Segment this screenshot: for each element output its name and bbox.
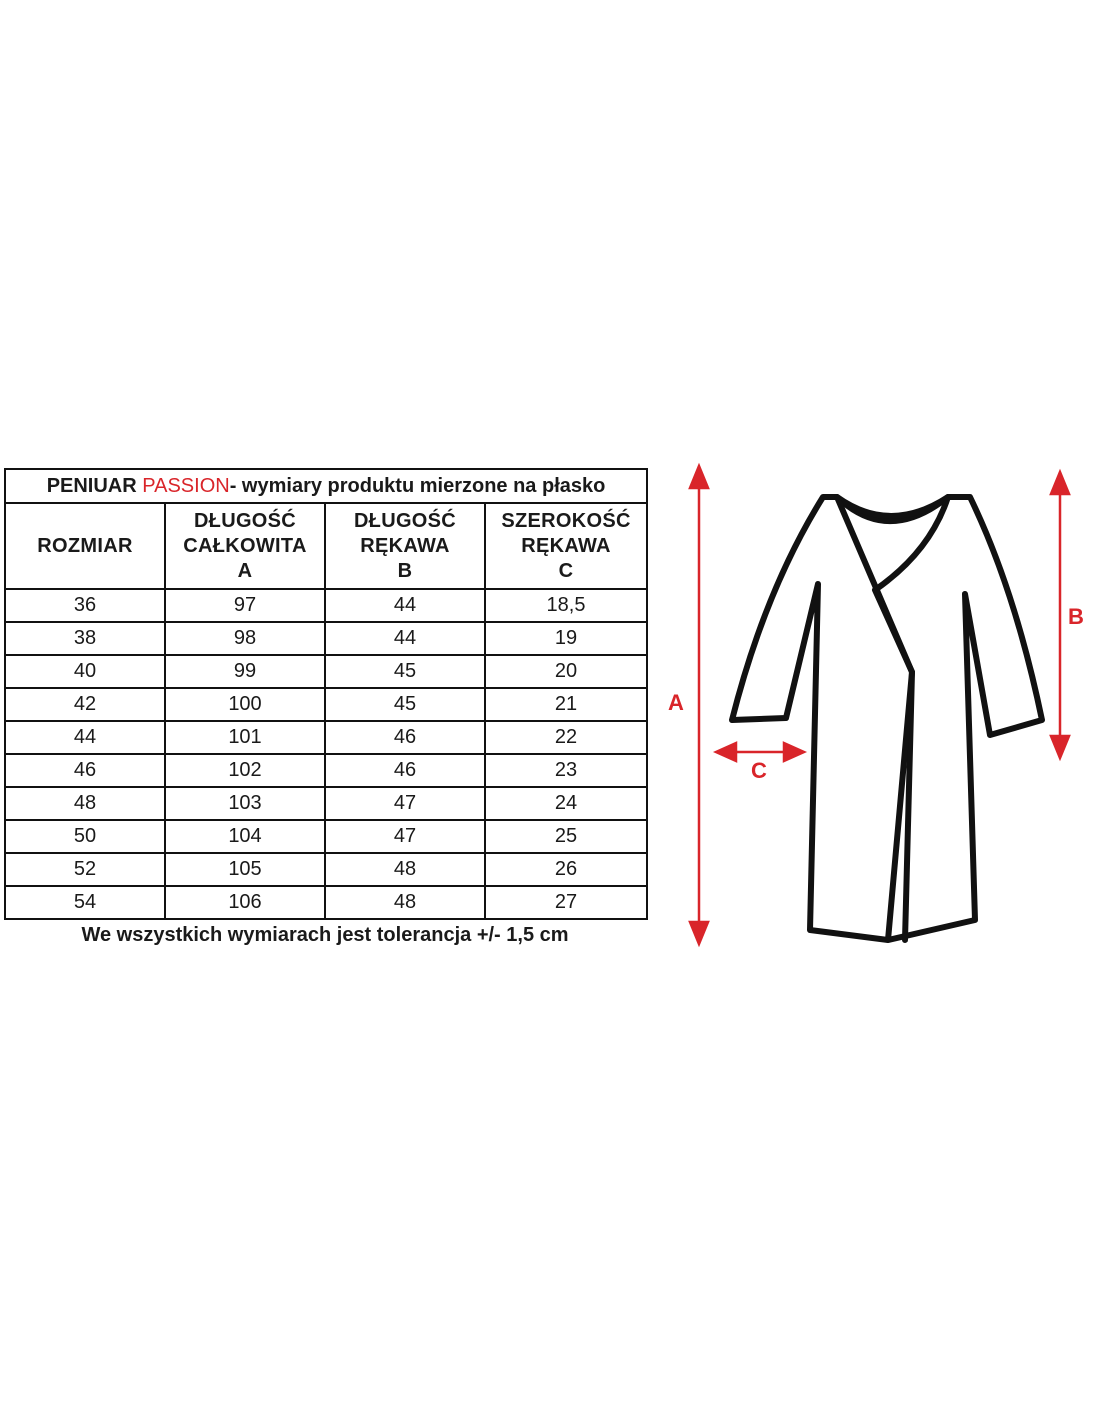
title-brand: PASSION bbox=[142, 474, 230, 497]
cell-total-length: 97 bbox=[165, 589, 325, 622]
cell-size: 44 bbox=[5, 721, 165, 754]
cell-total-length: 101 bbox=[165, 721, 325, 754]
table-row bbox=[5, 688, 647, 721]
column-header-line: CAŁKOWITA bbox=[183, 534, 307, 557]
front-wrap-edge bbox=[837, 497, 912, 940]
cell-sleeve-length: 46 bbox=[325, 721, 485, 754]
cell-total-length: 105 bbox=[165, 853, 325, 886]
table-body bbox=[5, 589, 647, 919]
cell-sleeve-length: 44 bbox=[325, 622, 485, 655]
cell-sleeve-length: 48 bbox=[325, 853, 485, 886]
column-header-sleeve-length bbox=[325, 503, 485, 589]
cell-sleeve-length: 45 bbox=[325, 655, 485, 688]
title-prefix: PENIUAR bbox=[46, 474, 137, 497]
cell-total-length: 103 bbox=[165, 787, 325, 820]
size-table bbox=[4, 468, 648, 920]
column-header-letter: A bbox=[237, 559, 253, 582]
column-header-line: RĘKAWA bbox=[360, 534, 450, 557]
cell-sleeve-width: 24 bbox=[485, 787, 647, 820]
cell-sleeve-width: 19 bbox=[485, 622, 647, 655]
table-title bbox=[5, 469, 647, 503]
cell-size: 36 bbox=[5, 589, 165, 622]
dimension-label-a: A bbox=[668, 690, 684, 715]
column-header-letter: B bbox=[397, 559, 413, 582]
garment-outline bbox=[732, 497, 1042, 940]
cell-size: 54 bbox=[5, 886, 165, 919]
cell-total-length: 102 bbox=[165, 754, 325, 787]
table-row bbox=[5, 754, 647, 787]
cell-sleeve-width: 21 bbox=[485, 688, 647, 721]
cell-size: 42 bbox=[5, 688, 165, 721]
table-row bbox=[5, 655, 647, 688]
column-header-size-line: ROZMIAR bbox=[37, 534, 133, 557]
cell-sleeve-length: 46 bbox=[325, 754, 485, 787]
column-header-letter: C bbox=[558, 559, 574, 582]
cell-total-length: 104 bbox=[165, 820, 325, 853]
dimension-arrow-b bbox=[1051, 472, 1069, 758]
cell-sleeve-width: 18,5 bbox=[485, 589, 647, 622]
cell-sleeve-width: 22 bbox=[485, 721, 647, 754]
cell-size: 48 bbox=[5, 787, 165, 820]
cell-sleeve-length: 48 bbox=[325, 886, 485, 919]
cell-sleeve-width: 26 bbox=[485, 853, 647, 886]
cell-total-length: 106 bbox=[165, 886, 325, 919]
cell-sleeve-length: 45 bbox=[325, 688, 485, 721]
header-row bbox=[5, 503, 647, 589]
cell-sleeve-width: 23 bbox=[485, 754, 647, 787]
cell-size: 38 bbox=[5, 622, 165, 655]
column-header-line: SZEROKOŚĆ bbox=[501, 509, 631, 532]
column-header-size bbox=[5, 503, 165, 589]
cell-sleeve-length: 47 bbox=[325, 820, 485, 853]
table-row bbox=[5, 886, 647, 919]
cell-sleeve-width: 27 bbox=[485, 886, 647, 919]
cell-size: 52 bbox=[5, 853, 165, 886]
table-row bbox=[5, 721, 647, 754]
dimension-arrow-a bbox=[690, 466, 708, 944]
title-suffix: - wymiary produktu mierzone na płasko bbox=[229, 474, 606, 497]
cell-total-length: 100 bbox=[165, 688, 325, 721]
table-row bbox=[5, 589, 647, 622]
dimension-label-b: B bbox=[1068, 604, 1084, 629]
cell-sleeve-width: 20 bbox=[485, 655, 647, 688]
column-header-total-length bbox=[165, 503, 325, 589]
cell-size: 46 bbox=[5, 754, 165, 787]
dimension-label-c: C bbox=[751, 758, 767, 783]
cell-sleeve-length: 44 bbox=[325, 589, 485, 622]
size-chart bbox=[4, 468, 646, 947]
cell-sleeve-length: 47 bbox=[325, 787, 485, 820]
tolerance-note: We wszystkich wymiarach jest tolerancja +/- 1,5 cm bbox=[81, 924, 569, 946]
column-header-line: DŁUGOŚĆ bbox=[193, 509, 297, 532]
column-header-line: DŁUGOŚĆ bbox=[353, 509, 457, 532]
cell-size: 50 bbox=[5, 820, 165, 853]
table-row bbox=[5, 853, 647, 886]
column-header-line: RĘKAWA bbox=[521, 534, 611, 557]
cell-total-length: 99 bbox=[165, 655, 325, 688]
table-row bbox=[5, 787, 647, 820]
cell-sleeve-width: 25 bbox=[485, 820, 647, 853]
cell-size: 40 bbox=[5, 655, 165, 688]
table-row bbox=[5, 622, 647, 655]
table-row bbox=[5, 820, 647, 853]
garment-diagram bbox=[650, 460, 1100, 960]
column-header-sleeve-width bbox=[485, 503, 647, 589]
cell-total-length: 98 bbox=[165, 622, 325, 655]
